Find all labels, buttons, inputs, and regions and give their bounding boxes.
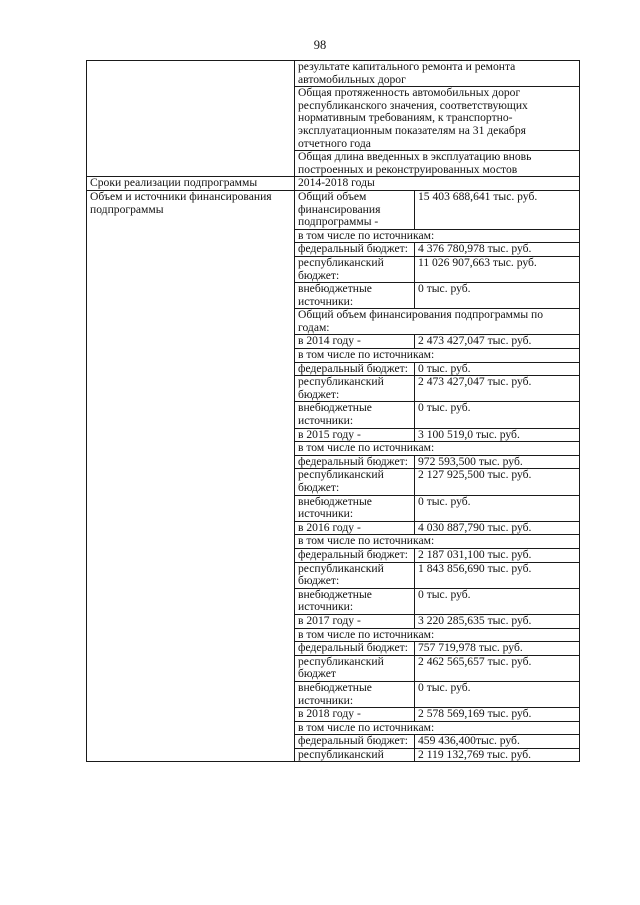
empty-cell <box>87 309 295 335</box>
year-total: 2 473 427,047 тыс. руб. <box>415 335 580 349</box>
year-source-value: 2 462 565,657 тыс. руб. <box>415 655 580 681</box>
year-label: в 2017 году - <box>295 614 415 628</box>
year-source-name: республиканский бюджет <box>295 655 415 681</box>
by-years-caption: Общий объем финансирования подпрограммы по годам: <box>295 309 580 335</box>
subprogram-passport-table <box>86 60 580 762</box>
table-row <box>87 335 580 349</box>
empty-cell <box>87 495 295 521</box>
source-name: республиканский бюджет: <box>295 256 415 282</box>
table-row <box>87 455 580 469</box>
empty-cell <box>87 628 295 642</box>
table-row <box>87 642 580 656</box>
year-source-name: внебюджетные источники: <box>295 681 415 707</box>
source-value: 11 026 907,663 тыс. руб. <box>415 256 580 282</box>
year-source-value: 972 593,500 тыс. руб. <box>415 455 580 469</box>
year-total: 4 030 887,790 тыс. руб. <box>415 521 580 535</box>
empty-cell <box>87 362 295 376</box>
indicator-text: Общая протяженность автомобильных дорог республиканского значения, соответствующих нормативным требованиям, к транспортно-эксплуатационным показателям на 31 декабря отчетного года <box>295 87 580 151</box>
year-label: в 2016 году - <box>295 521 415 535</box>
empty-cell <box>87 442 295 456</box>
year-label: в 2015 году - <box>295 428 415 442</box>
table-body <box>87 61 580 762</box>
empty-cell <box>87 335 295 349</box>
table-row <box>87 721 580 735</box>
indicator-text: Общая длина введенных в эксплуатацию вновь построенных и реконструированных мостов <box>295 151 580 177</box>
empty-cell <box>87 721 295 735</box>
table-row <box>87 402 580 428</box>
year-source-name: федеральный бюджет: <box>295 642 415 656</box>
table-row <box>87 588 580 614</box>
year-source-name: внебюджетные источники: <box>295 588 415 614</box>
year-source-name: федеральный бюджет: <box>295 735 415 749</box>
total-funding-label: Общий объем финансирования подпрограммы - <box>295 190 415 229</box>
empty-cell <box>87 349 295 363</box>
year-total: 3 100 519,0 тыс. руб. <box>415 428 580 442</box>
table-row <box>87 521 580 535</box>
empty-cell <box>87 655 295 681</box>
year-source-value: 0 тыс. руб. <box>415 362 580 376</box>
year-source-value: 0 тыс. руб. <box>415 681 580 707</box>
year-source-value: 0 тыс. руб. <box>415 495 580 521</box>
empty-cell <box>87 428 295 442</box>
table-row <box>87 243 580 257</box>
empty-cell <box>87 521 295 535</box>
table-row <box>87 614 580 628</box>
empty-cell <box>87 681 295 707</box>
year-source-value: 0 тыс. руб. <box>415 588 580 614</box>
table-row <box>87 256 580 282</box>
source-value: 0 тыс. руб. <box>415 283 580 309</box>
year-source-name: республиканский <box>295 748 415 762</box>
terms-label: Сроки реализации подпрограммы <box>87 177 295 191</box>
table-row <box>87 708 580 722</box>
year-source-name: федеральный бюджет: <box>295 362 415 376</box>
empty-cell <box>87 735 295 749</box>
year-sources-caption: в том числе по источникам: <box>295 628 580 642</box>
year-source-value: 2 187 031,100 тыс. руб. <box>415 548 580 562</box>
empty-cell <box>87 708 295 722</box>
table-row <box>87 229 580 243</box>
year-sources-caption: в том числе по источникам: <box>295 442 580 456</box>
page-number: 98 <box>313 38 327 52</box>
year-source-name: федеральный бюджет: <box>295 455 415 469</box>
table-row <box>87 283 580 309</box>
empty-cell <box>87 455 295 469</box>
year-source-name: республиканский бюджет: <box>295 376 415 402</box>
table-row <box>87 190 580 229</box>
year-label: в 2014 году - <box>295 335 415 349</box>
sources-caption: в том числе по источникам: <box>295 229 580 243</box>
table-row <box>87 428 580 442</box>
empty-cell <box>87 562 295 588</box>
table-row <box>87 309 580 335</box>
table-row <box>87 349 580 363</box>
year-sources-caption: в том числе по источникам: <box>295 349 580 363</box>
year-source-value: 2 127 925,500 тыс. руб. <box>415 469 580 495</box>
empty-cell <box>87 748 295 762</box>
table-row <box>87 469 580 495</box>
year-total: 3 220 285,635 тыс. руб. <box>415 614 580 628</box>
empty-cell <box>87 642 295 656</box>
year-source-name: внебюджетные источники: <box>295 402 415 428</box>
table-row <box>87 655 580 681</box>
empty-cell <box>87 283 295 309</box>
funding-label: Объем и источники финансирования подпрограммы <box>87 190 295 229</box>
table-row <box>87 495 580 521</box>
empty-cell <box>87 61 295 87</box>
table-row <box>87 151 580 177</box>
empty-cell <box>87 614 295 628</box>
table-row <box>87 562 580 588</box>
empty-cell <box>87 376 295 402</box>
empty-cell <box>87 469 295 495</box>
table-row <box>87 61 580 87</box>
year-source-value: 757 719,978 тыс. руб. <box>415 642 580 656</box>
empty-cell <box>87 87 295 151</box>
table-row <box>87 548 580 562</box>
table-row <box>87 535 580 549</box>
year-source-value: 459 436,400тыс. руб. <box>415 735 580 749</box>
empty-cell <box>87 588 295 614</box>
year-source-name: республиканский бюджет: <box>295 562 415 588</box>
empty-cell <box>87 229 295 243</box>
table-row <box>87 681 580 707</box>
indicator-text: результате капитального ремонта и ремонта автомобильных дорог <box>295 61 580 87</box>
table-row <box>87 628 580 642</box>
source-name: внебюджетные источники: <box>295 283 415 309</box>
empty-cell <box>87 151 295 177</box>
year-source-name: внебюджетные источники: <box>295 495 415 521</box>
year-source-name: республиканский бюджет: <box>295 469 415 495</box>
total-funding-value: 15 403 688,641 тыс. руб. <box>415 190 580 229</box>
table-row <box>87 442 580 456</box>
empty-cell <box>87 243 295 257</box>
source-value: 4 376 780,978 тыс. руб. <box>415 243 580 257</box>
year-label: в 2018 году - <box>295 708 415 722</box>
year-source-value: 0 тыс. руб. <box>415 402 580 428</box>
source-name: федеральный бюджет: <box>295 243 415 257</box>
year-source-value: 2 473 427,047 тыс. руб. <box>415 376 580 402</box>
table-row <box>87 376 580 402</box>
empty-cell <box>87 535 295 549</box>
year-source-value: 2 119 132,769 тыс. руб. <box>415 748 580 762</box>
empty-cell <box>87 548 295 562</box>
year-source-name: федеральный бюджет: <box>295 548 415 562</box>
table-row <box>87 87 580 151</box>
empty-cell <box>87 402 295 428</box>
year-total: 2 578 569,169 тыс. руб. <box>415 708 580 722</box>
year-sources-caption: в том числе по источникам: <box>295 721 580 735</box>
terms-value: 2014-2018 годы <box>295 177 580 191</box>
empty-cell <box>87 256 295 282</box>
table-row <box>87 735 580 749</box>
table-row <box>87 177 580 191</box>
year-source-value: 1 843 856,690 тыс. руб. <box>415 562 580 588</box>
year-sources-caption: в том числе по источникам: <box>295 535 580 549</box>
table-row <box>87 362 580 376</box>
table-row <box>87 748 580 762</box>
